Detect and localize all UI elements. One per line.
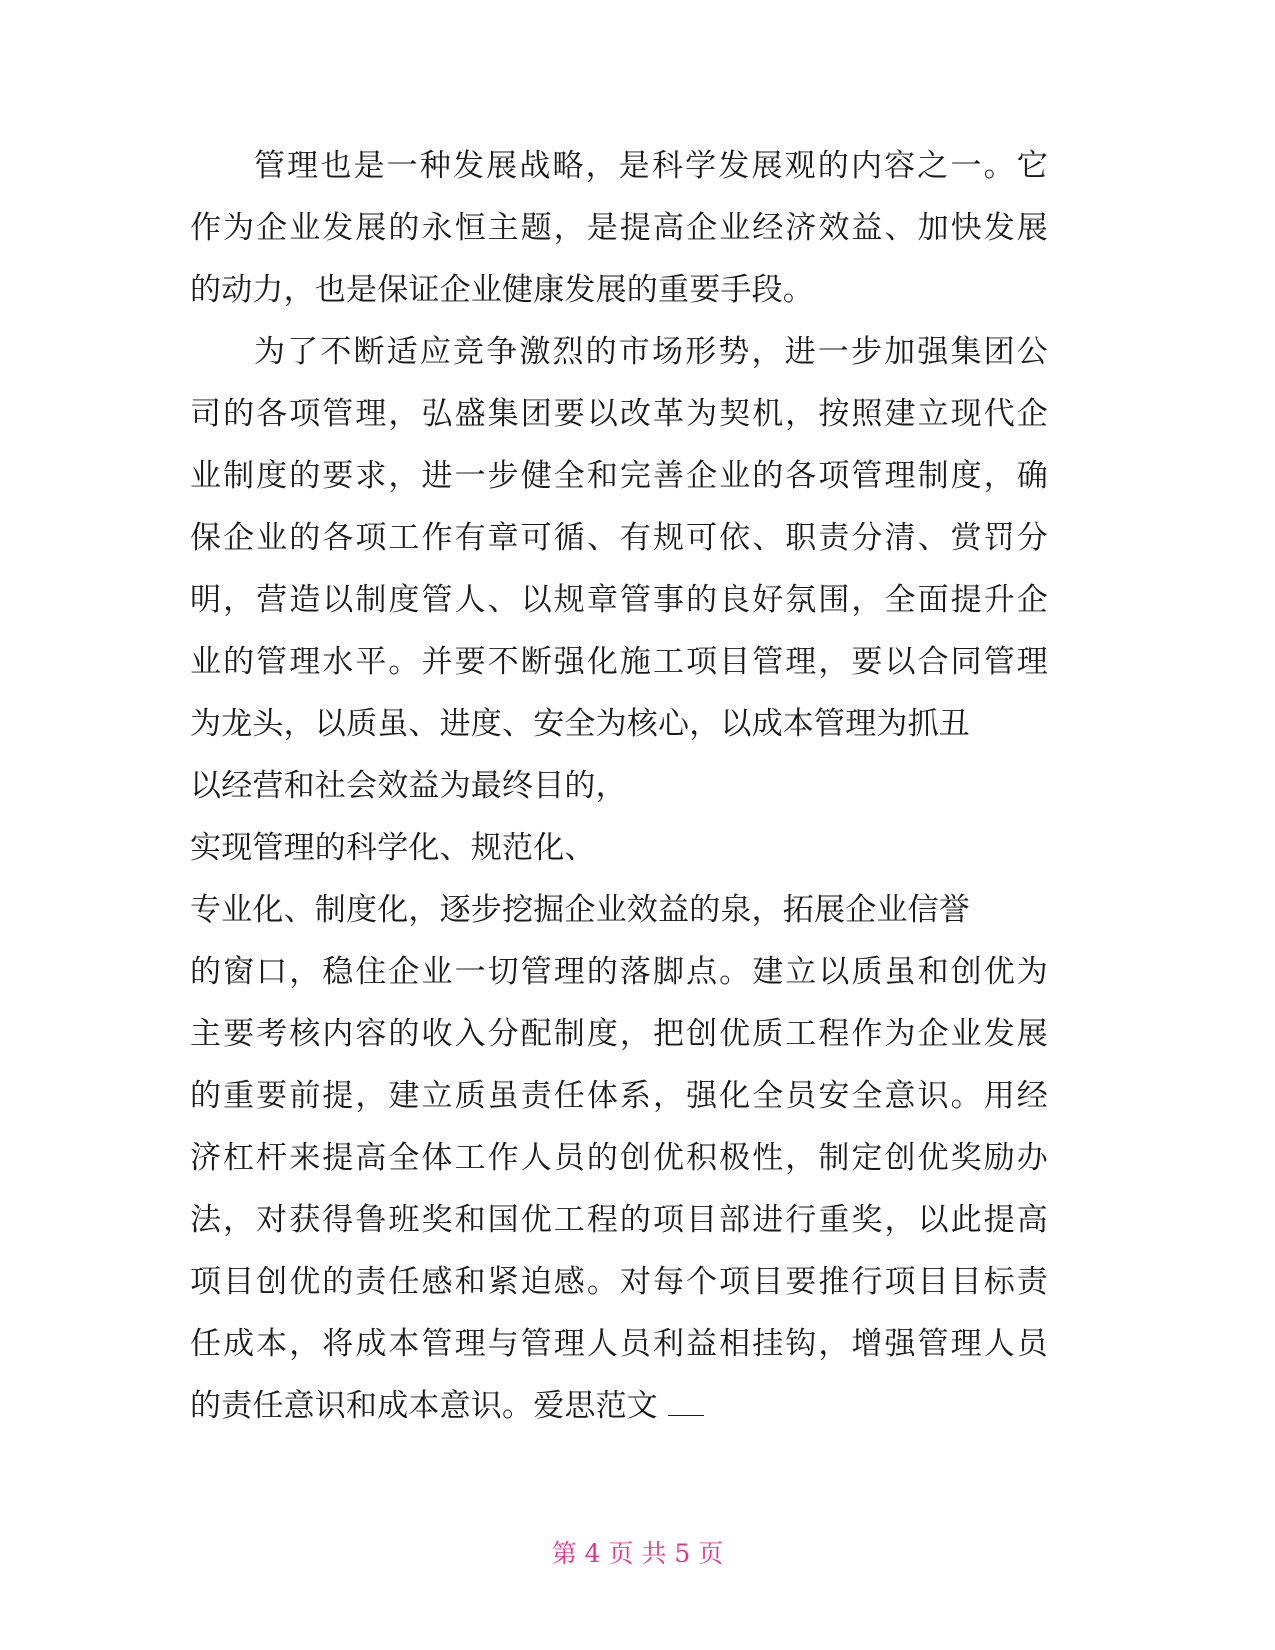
paragraph-2-line-14: 济杠杆来提高全体工作人员的创优积极性，制定创优奖励办 (190, 1140, 1048, 1176)
paragraph-2-line-18: 的责任意识和成本意识。爱思范文 (190, 1388, 658, 1424)
paragraph-2-line-10: 专业化、制度化，逐步挖掘企业效益的泉，拓展企业信誉 (190, 892, 970, 928)
paragraph-2-line-4: 保企业的各项工作有章可循、有规可依、职责分清、赏罚分 (190, 520, 1048, 556)
page-number-footer: 第 4 页 共 5 页 (551, 1539, 724, 1568)
paragraph-2-line-7: 为龙头，以质虽、进度、安全为核心，以成本管理为抓丑 (190, 706, 970, 742)
paragraph-2-line-3: 业制度的要求，进一步健全和完善企业的各项管理制度，确 (190, 458, 1048, 494)
paragraph-1-line-1: 管理也是一种发展战略，是科学发展观的内容之一。它 (254, 148, 1048, 184)
paragraph-2-line-5: 明，营造以制度管人、以规章管事的良好氛围，全面提升企 (190, 582, 1048, 618)
paragraph-2-line-8: 以经营和社会效益为最终目的， (190, 768, 627, 804)
paragraph-2-line-15: 法，对获得鲁班奖和国优工程的项目部进行重奖，以此提高 (190, 1202, 1048, 1238)
paragraph-2-line-18-wrapper (190, 1386, 704, 1426)
paragraph-1-line-3: 的动力，也是保证企业健康发展的重要手段。 (190, 272, 814, 308)
paragraph-1-line-2: 作为企业发展的永恒主题，是提高企业经济效益、加快发展 (190, 210, 1048, 246)
paragraph-2-line-17: 任成本，将成本管理与管理人员利益相挂钩，增强管理人员 (190, 1326, 1048, 1362)
paragraph-2-line-9: 实现管理的科学化、规范化、 (190, 830, 596, 866)
paragraph-2-line-13: 的重要前提，建立质虽责任体系，强化全员安全意识。用经 (190, 1078, 1048, 1114)
blank-underline (668, 1387, 704, 1416)
paragraph-2-line-6: 业的管理水平。并要不断强化施工项目管理，要以合同管理 (190, 644, 1048, 680)
paragraph-2-line-11: 的窗口，稳住企业一切管理的落脚点。建立以质虽和创优为 (190, 954, 1048, 990)
paragraph-2-line-12: 主要考核内容的收入分配制度，把创优质工程作为企业发展 (190, 1016, 1048, 1052)
paragraph-2-line-2: 司的各项管理，弘盛集团要以改革为契机，按照建立现代企 (190, 396, 1048, 432)
paragraph-2-line-16: 项目创优的责任感和紧迫感。对每个项目要推行项目目标责 (190, 1264, 1048, 1300)
paragraph-2-line-1: 为了不断适应竞争激烈的市场形势，进一步加强集团公 (254, 334, 1048, 370)
